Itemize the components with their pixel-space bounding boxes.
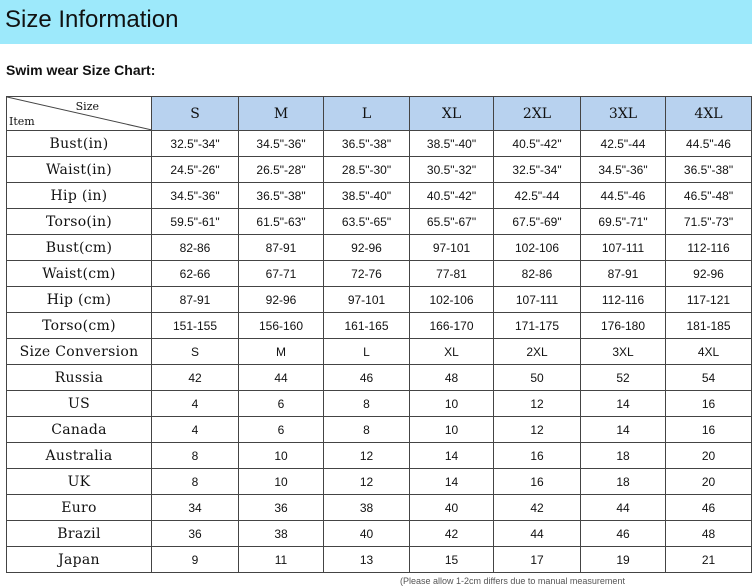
row-label: Size Conversion bbox=[7, 339, 152, 365]
table-cell: 107-111 bbox=[581, 235, 666, 261]
row-label: Japan bbox=[7, 547, 152, 573]
table-cell: 8 bbox=[152, 469, 239, 495]
table-cell: 46 bbox=[666, 495, 752, 521]
table-cell: 4XL bbox=[666, 339, 752, 365]
table-cell: S bbox=[152, 339, 239, 365]
table-cell: 14 bbox=[581, 391, 666, 417]
table-cell: 65.5"-67" bbox=[410, 209, 494, 235]
table-row bbox=[7, 365, 752, 391]
row-label: Torso(cm) bbox=[7, 313, 152, 339]
table-cell: 77-81 bbox=[410, 261, 494, 287]
table-cell: 34 bbox=[152, 495, 239, 521]
page-header bbox=[0, 0, 752, 44]
table-cell: 12 bbox=[494, 417, 581, 443]
table-cell: 67-71 bbox=[239, 261, 324, 287]
table-cell: 17 bbox=[494, 547, 581, 573]
row-label: Hip (in) bbox=[7, 183, 152, 209]
table-cell: 16 bbox=[666, 417, 752, 443]
table-cell: 6 bbox=[239, 417, 324, 443]
table-cell: 42.5"-44 bbox=[581, 131, 666, 157]
table-cell: M bbox=[239, 339, 324, 365]
table-cell: 62-66 bbox=[152, 261, 239, 287]
table-cell: 87-91 bbox=[152, 287, 239, 313]
table-cell: 52 bbox=[581, 365, 666, 391]
table-body bbox=[7, 131, 752, 573]
table-cell: 32.5"-34" bbox=[152, 131, 239, 157]
column-header-3xl: 3XL bbox=[581, 97, 666, 131]
size-chart-table bbox=[6, 96, 752, 573]
table-cell: 46 bbox=[324, 365, 410, 391]
corner-item-label: Item bbox=[9, 115, 35, 128]
table-row bbox=[7, 183, 752, 209]
table-cell: 20 bbox=[666, 469, 752, 495]
row-label: Hip (cm) bbox=[7, 287, 152, 313]
table-cell: 26.5"-28" bbox=[239, 157, 324, 183]
column-header-2xl: 2XL bbox=[494, 97, 581, 131]
table-cell: 48 bbox=[666, 521, 752, 547]
table-cell: 16 bbox=[666, 391, 752, 417]
table-cell: 30.5"-32" bbox=[410, 157, 494, 183]
table-row bbox=[7, 131, 752, 157]
table-cell: 71.5"-73" bbox=[666, 209, 752, 235]
table-cell: 112-116 bbox=[581, 287, 666, 313]
table-cell: 11 bbox=[239, 547, 324, 573]
table-cell: 10 bbox=[239, 443, 324, 469]
table-cell: 44 bbox=[239, 365, 324, 391]
table-cell: 59.5"-61" bbox=[152, 209, 239, 235]
table-cell: 82-86 bbox=[152, 235, 239, 261]
row-label: Australia bbox=[7, 443, 152, 469]
column-header-l: L bbox=[324, 97, 410, 131]
table-cell: 36.5"-38" bbox=[666, 157, 752, 183]
table-cell: 10 bbox=[239, 469, 324, 495]
table-cell: 44 bbox=[494, 521, 581, 547]
footnote: (Please allow 1-2cm differs due to manual measurement bbox=[400, 576, 625, 586]
table-cell: 21 bbox=[666, 547, 752, 573]
table-cell: 102-106 bbox=[494, 235, 581, 261]
table-cell: 16 bbox=[494, 443, 581, 469]
row-label: Canada bbox=[7, 417, 152, 443]
table-cell: 20 bbox=[666, 443, 752, 469]
table-cell: 13 bbox=[324, 547, 410, 573]
row-label: Waist(cm) bbox=[7, 261, 152, 287]
table-cell: 32.5"-34" bbox=[494, 157, 581, 183]
table-row bbox=[7, 391, 752, 417]
table-cell: 171-175 bbox=[494, 313, 581, 339]
table-cell: 10 bbox=[410, 417, 494, 443]
table-cell: 112-116 bbox=[666, 235, 752, 261]
table-cell: 36.5"-38" bbox=[324, 131, 410, 157]
table-cell: 156-160 bbox=[239, 313, 324, 339]
table-cell: 92-96 bbox=[324, 235, 410, 261]
table-cell: 82-86 bbox=[494, 261, 581, 287]
table-row bbox=[7, 157, 752, 183]
table-cell: 4 bbox=[152, 417, 239, 443]
table-cell: 34.5"-36" bbox=[152, 183, 239, 209]
table-cell: 92-96 bbox=[666, 261, 752, 287]
row-label: Euro bbox=[7, 495, 152, 521]
table-cell: 54 bbox=[666, 365, 752, 391]
table-row bbox=[7, 547, 752, 573]
table-cell: 46.5"-48" bbox=[666, 183, 752, 209]
table-cell: 12 bbox=[324, 469, 410, 495]
row-label: US bbox=[7, 391, 152, 417]
table-cell: 36.5"-38" bbox=[239, 183, 324, 209]
table-cell: 16 bbox=[494, 469, 581, 495]
table-cell: 166-170 bbox=[410, 313, 494, 339]
table-cell: 6 bbox=[239, 391, 324, 417]
table-cell: 40.5"-42" bbox=[494, 131, 581, 157]
table-cell: 34.5"-36" bbox=[239, 131, 324, 157]
table-cell: 34.5"-36" bbox=[581, 157, 666, 183]
corner-size-label: Size bbox=[75, 100, 99, 113]
table-cell: 14 bbox=[581, 417, 666, 443]
table-cell: 48 bbox=[410, 365, 494, 391]
table-cell: 14 bbox=[410, 469, 494, 495]
table-cell: 42 bbox=[494, 495, 581, 521]
table-cell: 151-155 bbox=[152, 313, 239, 339]
table-row bbox=[7, 469, 752, 495]
table-cell: 176-180 bbox=[581, 313, 666, 339]
table-cell: 102-106 bbox=[410, 287, 494, 313]
header-row bbox=[7, 97, 752, 131]
table-cell: 38.5"-40" bbox=[410, 131, 494, 157]
table-cell: 42 bbox=[410, 521, 494, 547]
column-header-xl: XL bbox=[410, 97, 494, 131]
table-cell: 67.5"-69" bbox=[494, 209, 581, 235]
table-cell: 87-91 bbox=[581, 261, 666, 287]
table-cell: 63.5"-65" bbox=[324, 209, 410, 235]
table-cell: 117-121 bbox=[666, 287, 752, 313]
table-cell: 107-111 bbox=[494, 287, 581, 313]
row-label: Russia bbox=[7, 365, 152, 391]
table-cell: 42 bbox=[152, 365, 239, 391]
table-cell: XL bbox=[410, 339, 494, 365]
table-cell: 61.5"-63" bbox=[239, 209, 324, 235]
table-cell: 97-101 bbox=[324, 287, 410, 313]
row-label: Torso(in) bbox=[7, 209, 152, 235]
table-cell: 38 bbox=[324, 495, 410, 521]
table-cell: 44 bbox=[581, 495, 666, 521]
table-cell: 40 bbox=[410, 495, 494, 521]
table-cell: 8 bbox=[324, 391, 410, 417]
table-row bbox=[7, 313, 752, 339]
table-row bbox=[7, 417, 752, 443]
table-cell: 181-185 bbox=[666, 313, 752, 339]
row-label: UK bbox=[7, 469, 152, 495]
table-cell: 46 bbox=[581, 521, 666, 547]
table-cell: 24.5"-26" bbox=[152, 157, 239, 183]
table-row bbox=[7, 495, 752, 521]
corner-cell bbox=[7, 97, 152, 131]
row-label: Waist(in) bbox=[7, 157, 152, 183]
table-cell: 92-96 bbox=[239, 287, 324, 313]
table-cell: 2XL bbox=[494, 339, 581, 365]
table-cell: 42.5"-44 bbox=[494, 183, 581, 209]
row-label: Bust(cm) bbox=[7, 235, 152, 261]
table-cell: 9 bbox=[152, 547, 239, 573]
table-cell: 10 bbox=[410, 391, 494, 417]
table-row bbox=[7, 339, 752, 365]
table-cell: 97-101 bbox=[410, 235, 494, 261]
table-cell: 12 bbox=[494, 391, 581, 417]
table-row bbox=[7, 521, 752, 547]
table-cell: 4 bbox=[152, 391, 239, 417]
table-cell: 12 bbox=[324, 443, 410, 469]
table-cell: L bbox=[324, 339, 410, 365]
table-row bbox=[7, 235, 752, 261]
table-row bbox=[7, 443, 752, 469]
table-row bbox=[7, 209, 752, 235]
table-cell: 69.5"-71" bbox=[581, 209, 666, 235]
table-cell: 44.5"-46 bbox=[666, 131, 752, 157]
column-header-m: M bbox=[239, 97, 324, 131]
table-cell: 38 bbox=[239, 521, 324, 547]
table-cell: 87-91 bbox=[239, 235, 324, 261]
table-cell: 8 bbox=[152, 443, 239, 469]
chart-subtitle: Swim wear Size Chart: bbox=[6, 62, 156, 78]
table-cell: 19 bbox=[581, 547, 666, 573]
column-header-4xl: 4XL bbox=[666, 97, 752, 131]
table-cell: 14 bbox=[410, 443, 494, 469]
table-row bbox=[7, 287, 752, 313]
table-cell: 8 bbox=[324, 417, 410, 443]
table-cell: 161-165 bbox=[324, 313, 410, 339]
table-cell: 15 bbox=[410, 547, 494, 573]
table-cell: 40 bbox=[324, 521, 410, 547]
table-cell: 18 bbox=[581, 443, 666, 469]
table-cell: 50 bbox=[494, 365, 581, 391]
table-cell: 36 bbox=[239, 495, 324, 521]
page-title: Size Information bbox=[5, 6, 179, 33]
table-cell: 38.5"-40" bbox=[324, 183, 410, 209]
column-header-s: S bbox=[152, 97, 239, 131]
table-cell: 36 bbox=[152, 521, 239, 547]
table-row bbox=[7, 261, 752, 287]
table-cell: 44.5"-46 bbox=[581, 183, 666, 209]
table-cell: 28.5"-30" bbox=[324, 157, 410, 183]
row-label: Brazil bbox=[7, 521, 152, 547]
table-cell: 3XL bbox=[581, 339, 666, 365]
row-label: Bust(in) bbox=[7, 131, 152, 157]
table-cell: 72-76 bbox=[324, 261, 410, 287]
table-cell: 40.5"-42" bbox=[410, 183, 494, 209]
table-cell: 18 bbox=[581, 469, 666, 495]
